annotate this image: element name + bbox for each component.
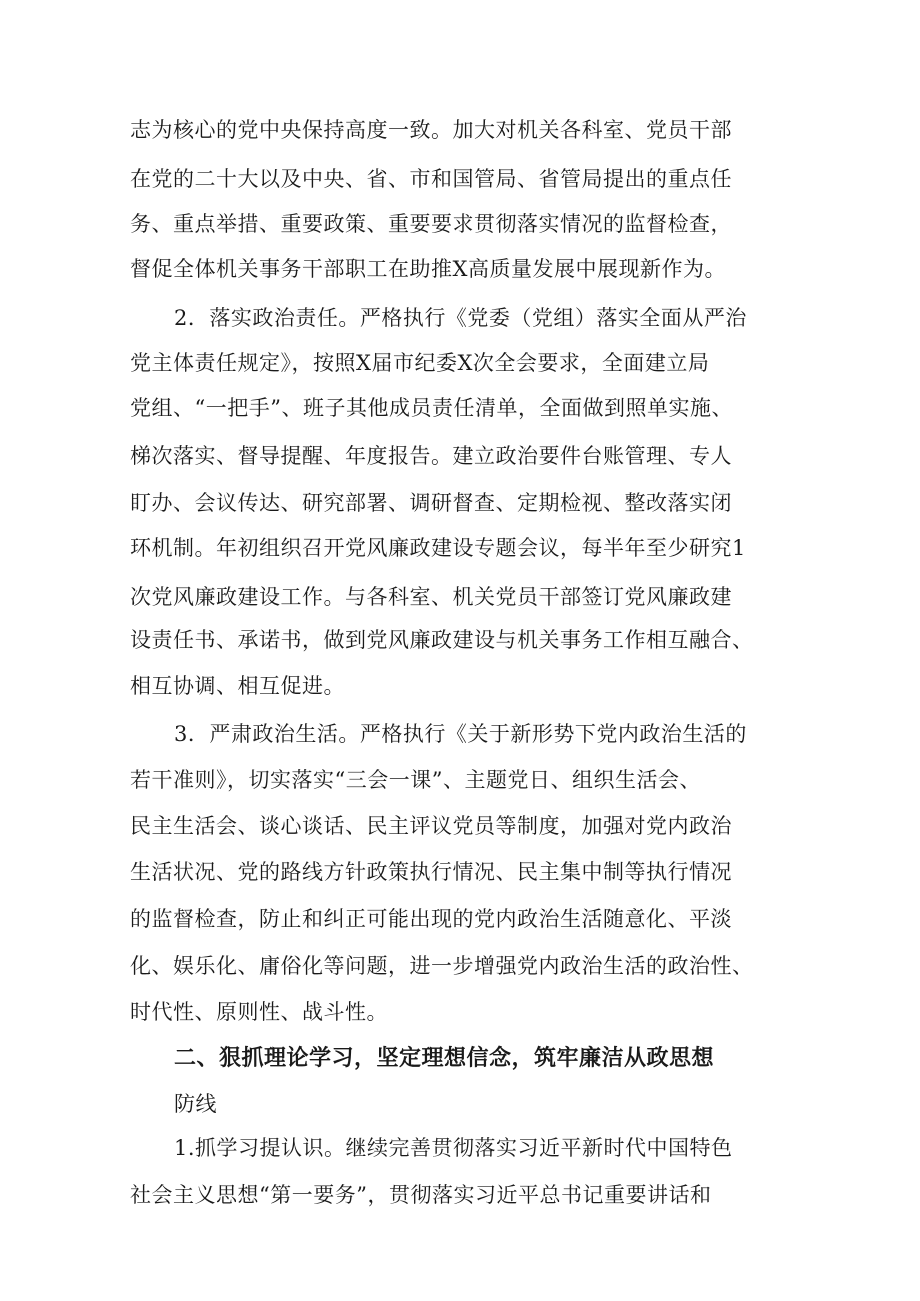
paragraph-line: 党主体责任规定》，按照X届市纪委X次全会要求，全面建立局 (130, 351, 710, 375)
paragraph-line: 务、重点举措、重要政策、重要要求贯彻落实情况的监督检查， (130, 212, 732, 236)
paragraph-line: 社会主义思想“第一要务”，贯彻落实习近平总书记重要讲话和 (130, 1183, 712, 1207)
paragraph-line: 1.抓学习提认识。继续完善贯彻落实习近平新时代中国特色 (174, 1136, 733, 1160)
paragraph-line: 防线 (174, 1092, 217, 1116)
paragraph-line: 次党风廉政建设工作。与各科室、机关党员干部签订党风廉政建 (130, 585, 732, 609)
paragraph-line: 环机制。年初组织召开党风廉政建设专题会议，每半年至少研究1 (130, 536, 746, 560)
paragraph-line: 时代性、原则性、战斗性。 (130, 1000, 388, 1024)
paragraph-line: 党组、“一把手”、班子其他成员责任清单，全面做到照单实施、 (130, 396, 733, 420)
paragraph-line: 化、娱乐化、庸俗化等问题，进一步增强党内政治生活的政治性、 (130, 954, 754, 978)
paragraph-line: 在党的二十大以及中央、省、市和国管局、省管局提出的重点任 (130, 167, 732, 191)
paragraph-line: 2．落实政治责任。严格执行《党委（党组）落实全面从严治 (174, 306, 747, 330)
paragraph-line: 督促全体机关事务干部职工在助推X高质量发展中展现新作为。 (130, 257, 726, 281)
paragraph-line: 的监督检查，防止和纠正可能出现的党内政治生活随意化、平淡 (130, 907, 732, 931)
paragraph-line: 生活状况、党的路线方针政策执行情况、民主集中制等执行情况 (130, 860, 732, 884)
paragraph-line: 若干准则》，切实落实“三会一课”、主题党日、组织生活会、 (130, 768, 701, 792)
section-heading: 二、狠抓理论学习，坚定理想信念，筑牢廉洁从政思想 (174, 1046, 715, 1071)
paragraph-line: 志为核心的党中央保持高度一致。加大对机关各科室、党员干部 (130, 118, 732, 142)
paragraph-line: 盯办、会议传达、研究部署、调研督查、定期检视、整改落实闭 (130, 491, 732, 515)
paragraph-line: 民主生活会、谈心谈话、民主评议党员等制度，加强对党内政治 (130, 814, 732, 838)
paragraph-line: 梯次落实、督导提醒、年度报告。建立政治要件台账管理、专人 (130, 444, 732, 468)
paragraph-line: 相互协调、相互促进。 (130, 674, 345, 698)
paragraph-line: 3．严肃政治生活。严格执行《关于新形势下党内政治生活的 (174, 722, 747, 746)
paragraph-line: 设责任书、承诺书，做到党风廉政建设与机关事务工作相互融合、 (130, 628, 754, 652)
